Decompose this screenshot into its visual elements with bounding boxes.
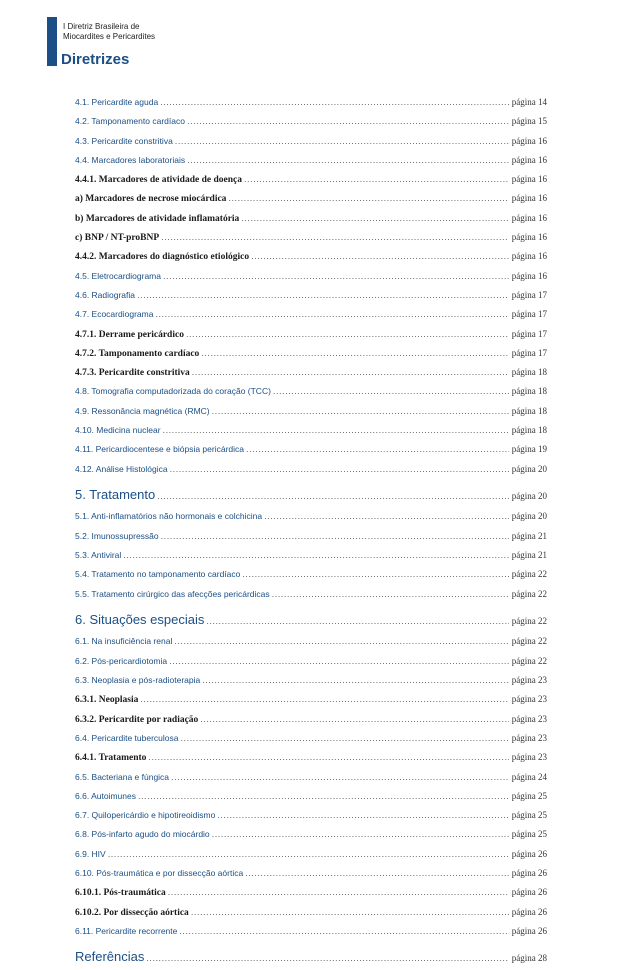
toc-entry[interactable] — [75, 507, 547, 526]
toc-entry-page: página 16 — [511, 135, 547, 146]
toc-entry-label: 4.7.3. Pericardite constritiva — [75, 368, 190, 379]
toc-entry[interactable] — [75, 585, 547, 604]
toc-entry[interactable] — [75, 565, 547, 584]
toc-entry[interactable] — [75, 112, 547, 131]
toc-dot-leader — [273, 382, 509, 401]
toc-entry[interactable] — [75, 440, 547, 459]
toc-entry-page: página 16 — [511, 232, 547, 243]
toc-entry-page: página 17 — [511, 289, 547, 300]
toc-dot-leader — [201, 344, 508, 363]
toc-entry[interactable] — [75, 864, 547, 883]
toc-entry-page: página 20 — [511, 490, 547, 501]
toc-dot-leader — [241, 209, 508, 228]
toc-entry[interactable] — [75, 228, 547, 247]
toc-dot-leader — [228, 189, 508, 208]
toc-dot-leader — [161, 228, 509, 247]
toc-entry-page: página 18 — [511, 386, 547, 397]
toc-entry-label: 4.7.1. Derrame pericárdico — [75, 329, 184, 340]
toc-entry-page: página 22 — [511, 588, 547, 599]
toc-entry-label: 4.4.1. Marcadores de atividade de doença — [75, 175, 242, 186]
toc-entry[interactable] — [75, 883, 547, 902]
toc-dot-leader — [180, 729, 508, 748]
toc-entry[interactable] — [75, 267, 547, 286]
toc-entry-page: página 26 — [511, 887, 547, 898]
toc-entry-label: 6.10. Pós-traumática e por dissecção aórtica — [75, 867, 244, 878]
toc-entry[interactable] — [75, 482, 547, 508]
toc-entry[interactable] — [75, 922, 547, 941]
toc-dot-leader — [217, 806, 508, 825]
toc-entry-label: 4.1. Pericardite aguda — [75, 97, 159, 107]
toc-entry-label: a) Marcadores de necrose miocárdica — [75, 194, 227, 205]
toc-entry-label: 6.5. Bacteriana e fúngica — [75, 771, 170, 782]
toc-entry-label: 4.7. Ecocardiograma — [75, 309, 154, 320]
toc-entry-label: 6. Situações especiais — [75, 611, 205, 627]
toc-entry-label: 4.8. Tomografia computadorizada do coração (TCC) — [75, 386, 271, 397]
toc-entry-label: 4.6. Radiografia — [75, 289, 136, 300]
toc-entry[interactable] — [75, 710, 547, 729]
toc-entry-page: página 15 — [511, 116, 547, 127]
toc-dot-leader — [123, 546, 508, 565]
toc-entry-page: página 17 — [511, 328, 547, 339]
toc-entry-page: página 18 — [511, 425, 547, 436]
toc-entry-page: página 25 — [511, 790, 547, 801]
toc-entry-page: página 26 — [511, 848, 547, 859]
toc-dot-leader — [179, 922, 508, 941]
toc-dot-leader — [244, 170, 509, 189]
toc-entry-label: 4.4.2. Marcadores do diagnóstico etiológico — [75, 252, 250, 263]
toc-entry-page: página 23 — [511, 752, 547, 763]
toc-dot-leader — [168, 883, 509, 902]
toc-dot-leader — [157, 484, 509, 508]
toc-entry-page: página 22 — [511, 636, 547, 647]
toc-entry-label: 6.6. Autoimunes — [75, 790, 136, 801]
page-header — [0, 0, 638, 80]
toc-entry-page: página 16 — [511, 154, 547, 165]
toc-entry[interactable] — [75, 903, 547, 922]
toc-dot-leader — [192, 363, 509, 382]
toc-entry-label: 6.1. Na insuficiência renal — [75, 636, 173, 647]
toc-entry[interactable] — [75, 690, 547, 709]
toc-entry-label: 5.3. Antiviral — [75, 550, 122, 561]
toc-entry-label: 4.9. Ressonância magnética (RMC) — [75, 405, 210, 416]
toc-entry[interactable] — [75, 768, 547, 787]
toc-entry-label: 5.2. Imunossupressão — [75, 530, 159, 541]
toc-entry-label: 5. Tratamento — [75, 486, 156, 502]
toc-dot-leader — [163, 421, 509, 440]
toc-entry-label: 4.2. Tamponamento cardíaco — [75, 116, 185, 127]
toc-dot-leader — [187, 112, 509, 131]
toc-dot-leader — [163, 267, 509, 286]
toc-entry[interactable] — [75, 825, 547, 844]
toc-dot-leader — [161, 527, 509, 546]
toc-entry-label: 6.9. HIV — [75, 848, 106, 859]
toc-entry-page: página 25 — [511, 810, 547, 821]
toc-dot-leader — [242, 565, 508, 584]
toc-entry[interactable] — [75, 151, 547, 170]
toc-entry-page: página 22 — [511, 615, 547, 626]
toc-entry-page: página 17 — [511, 347, 547, 358]
toc-dot-leader — [186, 325, 509, 344]
toc-entry[interactable] — [75, 806, 547, 825]
toc-dot-leader — [108, 845, 509, 864]
toc-entry[interactable] — [75, 652, 547, 671]
toc-entry[interactable] — [75, 671, 547, 690]
toc-entry[interactable] — [75, 325, 547, 344]
toc-entry[interactable] — [75, 305, 547, 324]
toc-entry-page: página 16 — [511, 174, 547, 185]
toc-entry[interactable] — [75, 382, 547, 401]
toc-dot-leader — [155, 305, 508, 324]
toc-entry-page: página 17 — [511, 309, 547, 320]
toc-entry-page: página 24 — [511, 771, 547, 782]
toc-entry-label: 6.10.2. Por dissecção aórtica — [75, 907, 189, 918]
toc-entry[interactable] — [75, 632, 547, 651]
toc-dot-leader — [169, 652, 509, 671]
toc-entry-page: página 16 — [511, 212, 547, 223]
toc-entry[interactable] — [75, 546, 547, 565]
toc-dot-leader — [148, 748, 508, 767]
toc-entry-page: página 26 — [511, 925, 547, 936]
toc-entry-label: 4.12. Análise Histológica — [75, 463, 168, 474]
toc-entry-page: página 22 — [511, 569, 547, 580]
toc-entry-page: página 16 — [511, 270, 547, 281]
toc-dot-leader — [202, 671, 509, 690]
toc-dot-leader — [171, 768, 509, 787]
toc-dot-leader — [212, 825, 509, 844]
toc-entry-page: página 21 — [511, 530, 547, 541]
toc-dot-leader — [160, 93, 509, 112]
toc-entry[interactable] — [75, 607, 547, 633]
toc-dot-leader — [174, 632, 508, 651]
toc-entry-page: página 23 — [511, 732, 547, 743]
section-title: Diretrizes — [61, 51, 130, 68]
toc-entry[interactable] — [75, 402, 547, 421]
toc-dot-leader — [138, 787, 509, 806]
toc-dot-leader — [137, 286, 509, 305]
toc-entry[interactable] — [75, 748, 547, 767]
toc-entry-page: página 16 — [511, 193, 547, 204]
toc-entry-label: 6.3.1. Neoplasia — [75, 695, 139, 706]
toc-entry-label: 4.7.2. Tamponamento cardíaco — [75, 348, 200, 359]
toc-entry-page: página 26 — [511, 867, 547, 878]
table-of-contents — [75, 93, 547, 970]
toc-entry-label: 5.1. Anti-inflamatórios não hormonais e colchicina — [75, 511, 263, 522]
toc-entry[interactable] — [75, 286, 547, 305]
toc-entry-label: Referências — [75, 949, 145, 965]
toc-dot-leader — [206, 609, 508, 633]
toc-entry[interactable] — [75, 787, 547, 806]
toc-entry-page: página 20 — [511, 511, 547, 522]
toc-entry-label: 6.3.2. Pericardite por radiação — [75, 714, 199, 725]
header-accent-bar — [47, 17, 57, 66]
toc-entry-label: 6.2. Pós-pericardiotomia — [75, 655, 168, 666]
toc-entry-label: 5.4. Tratamento no tamponamento cardíaco — [75, 569, 241, 580]
toc-dot-leader — [140, 690, 508, 709]
toc-entry-label: 4.3. Pericardite constritiva — [75, 135, 173, 146]
header-guideline-title-line2: Miocardites e Pericardites — [63, 32, 156, 41]
toc-entry[interactable] — [75, 189, 547, 208]
toc-dot-leader — [264, 507, 509, 526]
toc-dot-leader — [146, 946, 508, 970]
toc-entry[interactable] — [75, 344, 547, 363]
toc-entry[interactable] — [75, 363, 547, 382]
toc-dot-leader — [246, 440, 509, 459]
toc-entry-page: página 22 — [511, 655, 547, 666]
toc-entry-label: 6.8. Pós-infarto agudo do miocárdio — [75, 829, 210, 840]
toc-dot-leader — [200, 710, 508, 729]
toc-entry[interactable] — [75, 527, 547, 546]
toc-entry-label: 4.4. Marcadores laboratoriais — [75, 154, 186, 165]
toc-entry-label: c) BNP / NT-proBNP — [75, 233, 160, 244]
toc-entry-page: página 23 — [511, 675, 547, 686]
toc-entry-label: 6.4. Pericardite tuberculosa — [75, 732, 179, 743]
toc-entry[interactable] — [75, 93, 547, 112]
toc-entry[interactable] — [75, 421, 547, 440]
toc-entry-label: 4.5. Eletrocardiograma — [75, 270, 161, 281]
toc-entry-page: página 25 — [511, 829, 547, 840]
toc-entry-page: página 21 — [511, 550, 547, 561]
toc-entry-label: 6.11. Pericardite recorrente — [75, 925, 178, 936]
toc-entry[interactable] — [75, 247, 547, 266]
toc-entry-label: 6.4.1. Tratamento — [75, 753, 147, 764]
toc-entry-label: 6.10.1. Pós-traumática — [75, 888, 166, 899]
toc-dot-leader — [272, 585, 509, 604]
toc-entry-page: página 26 — [511, 906, 547, 917]
toc-entry-page: página 19 — [511, 444, 547, 455]
toc-entry-page: página 23 — [511, 694, 547, 705]
toc-entry-page: página 28 — [511, 953, 547, 964]
toc-entry-page: página 18 — [511, 405, 547, 416]
toc-entry[interactable] — [75, 132, 547, 151]
toc-entry-page: página 18 — [511, 367, 547, 378]
toc-entry-page: página 16 — [511, 251, 547, 262]
toc-entry[interactable] — [75, 729, 547, 748]
toc-entry-page: página 20 — [511, 463, 547, 474]
toc-entry-label: 6.3. Neoplasia e pós-radioterapia — [75, 675, 201, 686]
toc-entry-label: 4.10. Medicina nuclear — [75, 425, 161, 436]
toc-entry[interactable] — [75, 209, 547, 228]
toc-entry-label: 6.7. Quilopericárdio e hipotireoidismo — [75, 810, 216, 821]
toc-entry[interactable] — [75, 944, 547, 970]
toc-entry-label: b) Marcadores de atividade inflamatória — [75, 213, 240, 224]
toc-dot-leader — [191, 903, 509, 922]
toc-dot-leader — [187, 151, 509, 170]
toc-dot-leader — [245, 864, 509, 883]
toc-entry-label: 4.11. Pericardiocentese e biópsia pericárdica — [75, 444, 244, 455]
toc-entry-page: página 23 — [511, 713, 547, 724]
toc-dot-leader — [170, 460, 509, 479]
toc-entry[interactable] — [75, 170, 547, 189]
toc-dot-leader — [212, 402, 509, 421]
toc-entry-page: página 14 — [511, 97, 547, 107]
toc-entry[interactable] — [75, 460, 547, 479]
toc-dot-leader — [175, 132, 509, 151]
toc-entry[interactable] — [75, 845, 547, 864]
toc-entry-label: 5.5. Tratamento cirúrgico das afecções pericárdicas — [75, 588, 270, 599]
toc-dot-leader — [251, 247, 509, 266]
header-guideline-title-line1: I Diretriz Brasileira de — [63, 22, 140, 31]
